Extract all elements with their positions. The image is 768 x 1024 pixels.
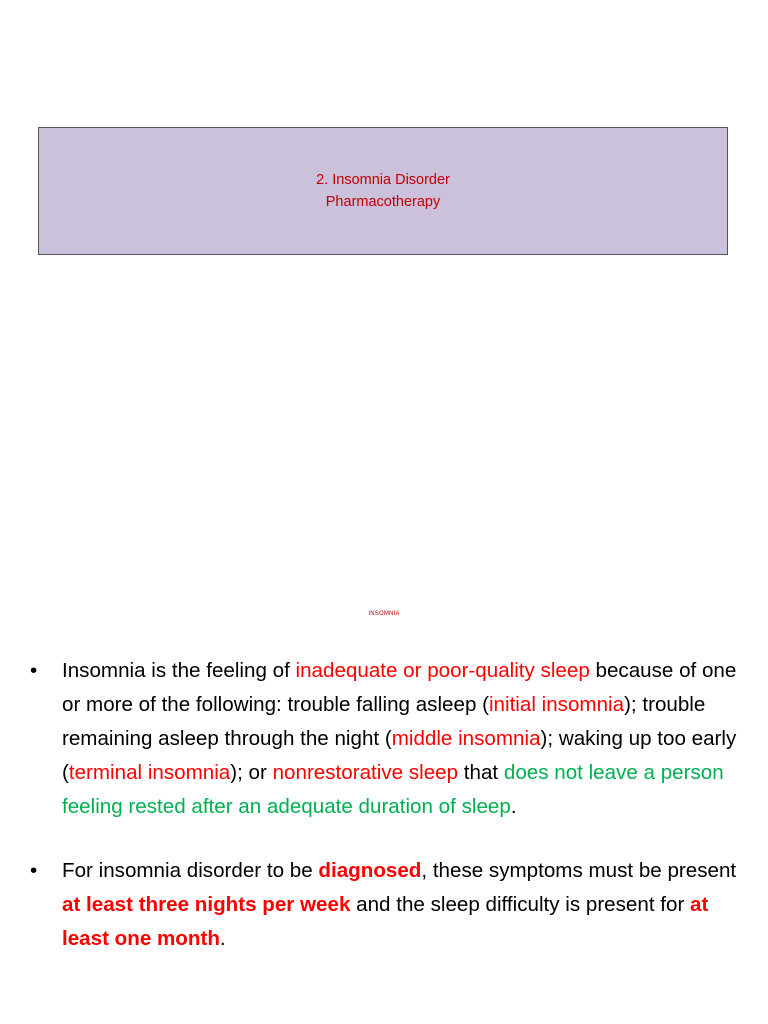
text-segment: , these symptoms must be present [421,859,737,882]
text-segment: ); trouble remaining asleep through the night ( [62,693,706,750]
highlight-diagnosed: diagnosed [318,859,422,882]
highlight-terminal-insomnia: terminal insomnia [68,761,231,784]
highlight-initial-insomnia: initial insomnia [488,693,625,716]
text-segment: Insomnia is the feeling of [62,659,296,682]
bullet-dot-icon: • [30,859,38,882]
bullet-list [30,654,742,956]
highlight-three-nights: at least three nights per week [62,893,351,916]
highlight-middle-insomnia: middle insomnia [391,727,541,750]
bullet-text [62,859,736,950]
highlight-not-rested: does not leave a person feeling rested after an adequate duration of sleep [62,761,724,818]
text-segment: ); or [230,761,273,784]
bullet-text [62,659,736,818]
text-segment: . [219,927,226,950]
text-segment: ); waking up too early ( [62,727,737,784]
bullet-item-diagnosis [30,854,742,956]
title-line-1: 2. Insomnia Disorder [316,172,450,188]
title-line-2: Pharmacotherapy [325,194,441,210]
highlight-inadequate-sleep: inadequate or poor-quality sleep [295,659,590,682]
text-segment: . [510,795,517,818]
text-segment: and the sleep difficulty is present for [350,893,691,916]
bullet-dot-icon: • [30,659,38,682]
text-segment: For insomnia disorder to be [62,859,319,882]
title-box [38,127,728,255]
text-segment: because of one or more of the following: trouble falling asleep ( [62,659,737,716]
section-label: INSOMNIA [368,611,400,617]
text-segment: that [458,761,504,784]
bullet-item-definition [30,654,742,824]
highlight-one-month: at least one month [62,893,709,950]
highlight-nonrestorative-sleep: nonrestorative sleep [272,761,459,784]
